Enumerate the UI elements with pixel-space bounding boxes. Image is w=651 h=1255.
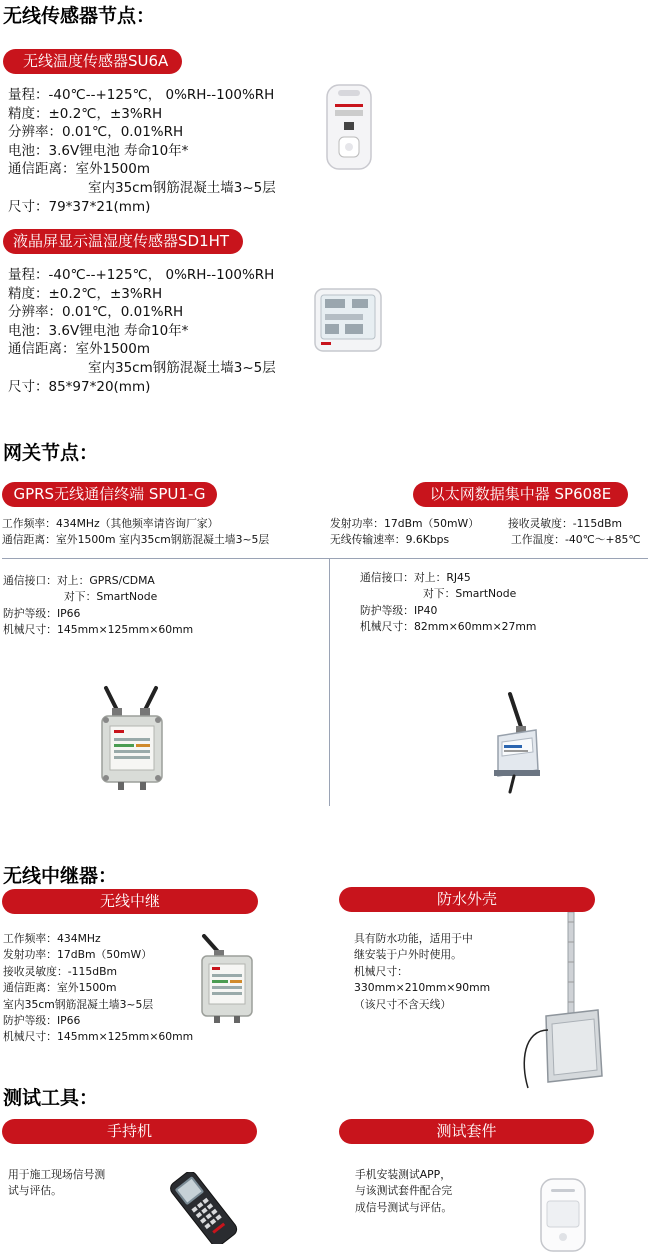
waterproof-desc <box>354 931 490 1013</box>
repeater-spec-list <box>3 931 193 1046</box>
spec-line: 室内35cm钢筋混凝土墙3~5层 <box>88 359 276 376</box>
spec-line: 室内35cm钢筋混凝土墙3~5层 <box>3 997 154 1011</box>
gateway-common-specs-left <box>2 516 269 549</box>
spu1g-device-image <box>96 684 168 792</box>
su6a-label-pill: 无线温度传感器SU6A <box>3 49 182 74</box>
spec-line: 量程：-40℃--+125℃， 0%RH--100%RH <box>8 267 275 283</box>
waterproof-enclosure-image <box>518 912 610 1090</box>
spec-line: 防护等级：IP66 <box>3 1014 81 1028</box>
spec-line: 通信距离：室外1500m <box>8 161 151 178</box>
section-title-tools: 测试工具： <box>3 1087 99 1109</box>
spec-line: 分辨率：0.01℃，0.01%RH <box>8 304 184 321</box>
spec-line: 发射功率：17dBm（50mW） <box>3 948 153 962</box>
desc-line: 成信号测试与评估。 <box>355 1200 453 1214</box>
desc-line: 具有防水功能，适用于中 <box>354 932 473 945</box>
testkit-desc <box>355 1167 452 1216</box>
sp608e-spec-list <box>360 570 536 636</box>
spu1g-spec-list <box>3 573 193 639</box>
repeater-device-image <box>198 934 256 1024</box>
spec-line: 通信接口：对上：GPRS/CDMA <box>3 574 155 587</box>
spec-line: 室内35cm钢筋混凝土墙3~5层 <box>88 179 276 196</box>
testkit-label-pill: 测试套件 <box>339 1119 594 1144</box>
desc-line: 机械尺寸： <box>354 964 408 978</box>
desc-line: 330mm×210mm×90mm <box>354 981 491 995</box>
spec-line: 防护等级：IP66 <box>3 606 81 620</box>
spec-line: 机械尺寸：82mm×60mm×27mm <box>360 620 537 634</box>
spec-line: 机械尺寸：145mm×125mm×60mm <box>3 623 194 637</box>
spec-line: 尺寸：85*97*20(mm) <box>8 378 151 395</box>
spec-line: 发射功率：17dBm（50mW） <box>330 517 480 530</box>
spec-line: 通信距离：室外1500m <box>8 341 151 358</box>
vertical-divider <box>329 558 330 806</box>
section-title-sensors: 无线传感器节点： <box>3 5 156 27</box>
spec-line: 对下：SmartNode <box>423 587 517 601</box>
spu1g-label-pill: GPRS无线通信终端 SPU1-G <box>2 482 217 507</box>
su6a-spec-list <box>8 86 276 216</box>
sd1ht-spec-list <box>8 266 276 396</box>
spec-line: 精度：±0.2℃，±3%RH <box>8 105 163 122</box>
spec-line: 电池：3.6V锂电池 寿命10年* <box>8 142 189 159</box>
spec-line: 工作频率：434MHz（其他频率请咨询厂家） <box>2 517 219 530</box>
testkit-device-image <box>537 1175 589 1255</box>
spec-line: 对下：SmartNode <box>64 590 158 604</box>
desc-line: （该尺寸不含天线） <box>354 997 452 1011</box>
gateway-common-specs-right <box>508 516 640 549</box>
spec-line: 分辨率：0.01℃，0.01%RH <box>8 124 184 141</box>
spec-line: 接收灵敏度：-115dBm <box>3 964 118 978</box>
sd1ht-device-image <box>312 286 384 358</box>
spec-line: 尺寸：79*37*21(mm) <box>8 198 151 215</box>
spec-line: 机械尺寸：145mm×125mm×60mm <box>3 1030 194 1044</box>
handheld-device-image <box>160 1172 246 1244</box>
gateway-common-specs-mid <box>330 516 479 549</box>
spec-line: 工作温度：-40℃～+85℃ <box>511 533 641 547</box>
sd1ht-label-pill: 液晶屏显示温湿度传感器SD1HT <box>3 229 243 254</box>
desc-line: 用于施工现场信号测 <box>8 1168 106 1181</box>
spec-line: 量程：-40℃--+125℃， 0%RH--100%RH <box>8 87 275 103</box>
desc-line: 与该测试套件配合完 <box>355 1184 453 1198</box>
handheld-desc <box>8 1167 105 1200</box>
spec-line: 通信距离：室外1500m 室内35cm钢筋混凝土墙3~5层 <box>2 533 270 547</box>
spec-line: 无线传输速率：9.6Kbps <box>330 533 450 547</box>
spec-line: 电池：3.6V锂电池 寿命10年* <box>8 322 189 339</box>
spec-line: 工作频率：434MHz <box>3 932 101 945</box>
section-title-gateway: 网关节点： <box>3 442 99 464</box>
spec-line: 精度：±0.2℃，±3%RH <box>8 285 163 302</box>
section-title-repeater: 无线中继器： <box>3 865 118 887</box>
horizontal-divider <box>2 558 648 559</box>
spec-line: 接收灵敏度：-115dBm <box>508 517 623 530</box>
repeater-label-pill: 无线中继 <box>2 889 258 914</box>
sp608e-device-image <box>486 690 544 796</box>
handheld-label-pill: 手持机 <box>2 1119 257 1144</box>
desc-line: 手机安装测试APP， <box>355 1168 451 1181</box>
desc-line: 继安装于户外时使用。 <box>354 948 462 962</box>
su6a-device-image <box>324 82 376 172</box>
sp608e-label-pill: 以太网数据集中器 SP608E <box>413 482 628 507</box>
spec-line: 通信距离：室外1500m <box>3 981 117 995</box>
spec-line: 防护等级：IP40 <box>360 603 438 617</box>
spec-line: 通信接口：对上：RJ45 <box>360 571 471 584</box>
desc-line: 试与评估。 <box>8 1184 62 1198</box>
waterproof-label-pill: 防水外壳 <box>339 887 595 912</box>
